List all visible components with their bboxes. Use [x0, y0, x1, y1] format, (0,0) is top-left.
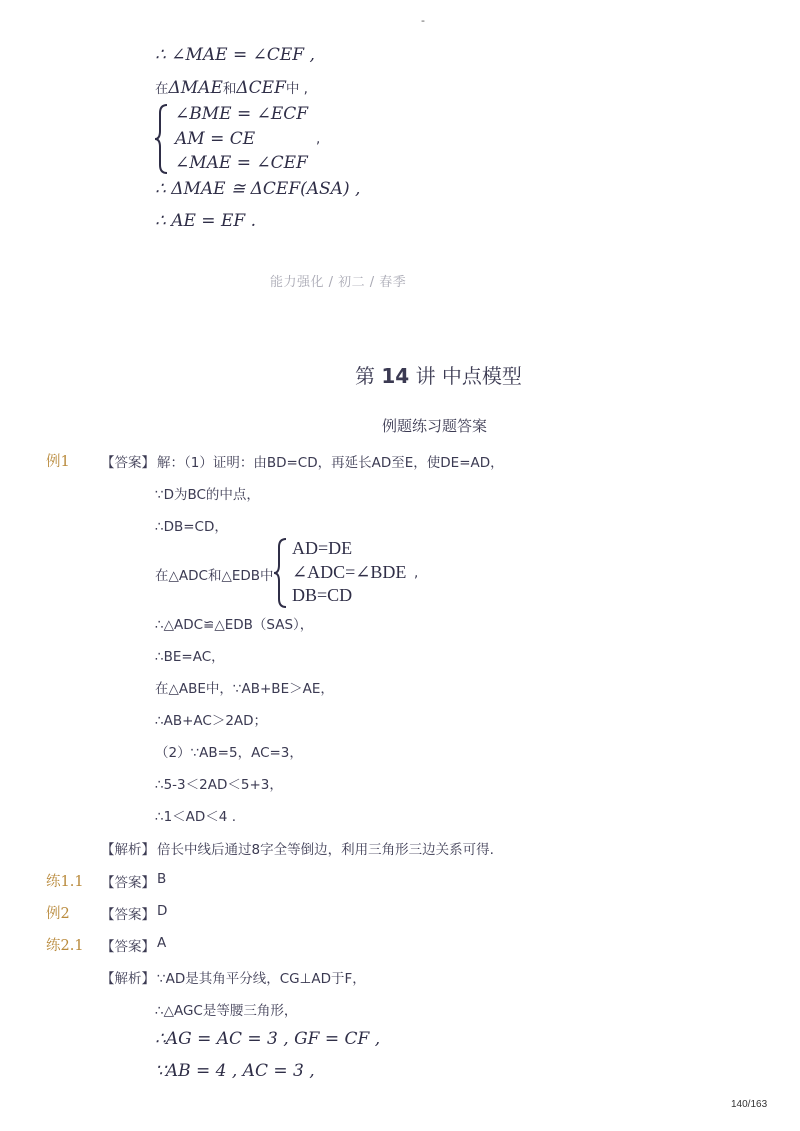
example-1-step: ∴5-3＜2AD＜5+3， — [155, 777, 283, 793]
example-1-analysis-tag: 【解析】 — [101, 842, 155, 858]
example-1-step: ∵D为BC的中点， — [155, 487, 260, 503]
example-1-brace-icon — [272, 537, 290, 609]
proof-line-3: ∴ ΔMAE ≅ ΔCEF(ASA) , — [155, 179, 361, 199]
section-heading: 例题练习题答案 — [382, 417, 488, 435]
practice-2-1-analysis-line: ∴△AGC是等腰三角形， — [155, 1003, 298, 1019]
example-1-step: ∴DB=CD， — [155, 519, 228, 535]
practice-2-1-math-2: ∵AB = 4 , AC = 3 , — [155, 1061, 315, 1081]
page-number: 140/163 — [731, 1099, 768, 1110]
example-2-label: 例2 — [46, 906, 70, 922]
lecture-suffix: 讲 中点模型 — [415, 364, 522, 388]
practice-2-1-analysis-tag: 【解析】 — [101, 971, 155, 987]
example-1-step: （2）∵AB=5，AC=3， — [155, 745, 303, 761]
proof-line-2-suffix: 中 , — [285, 81, 308, 97]
example-1-label: 例1 — [46, 454, 70, 470]
system-eq-3: ∠MAE = ∠CEF — [175, 153, 308, 173]
proof-line-2-mid: 和 — [222, 81, 237, 97]
example-1-answer-tag: 【答案】 — [101, 455, 155, 471]
example-1-eq-1: AD=DE — [292, 538, 353, 558]
practice-2-1-math-1: ∴AG = AC = 3 , GF = CF , — [155, 1029, 381, 1049]
proof-line-4: ∴ AE = EF . — [155, 211, 256, 231]
system-comma: , — [316, 131, 321, 147]
example-1-step: ∴BE=AC， — [155, 649, 225, 665]
practice-2-1-answer-tag: 【答案】 — [101, 939, 155, 955]
proof-line-2 — [155, 77, 308, 98]
proof-line-2-prefix: 在 — [155, 81, 169, 97]
system-eq-1: ∠BME = ∠ECF — [175, 104, 309, 124]
system-eq-2: AM = CE — [175, 129, 256, 149]
example-1-step: 在△ABE中，∵AB+BE＞AE， — [155, 681, 334, 697]
example-1-eq-3: DB=CD — [292, 585, 353, 605]
example-1-in-prefix: 在△ADC和△EDB中 — [155, 568, 274, 584]
proof-line-2-tri2: ΔCEF — [236, 78, 286, 98]
lecture-prefix: 第 — [355, 364, 375, 388]
proof-line-2-tri1: ΔMAE — [168, 78, 223, 98]
example-1-step: ∴AB+AC＞2AD； — [155, 713, 268, 729]
practice-2-1-answer: A — [157, 935, 167, 951]
system-brace-icon — [153, 103, 171, 175]
practice-1-1-answer: B — [157, 871, 167, 887]
page-footer: 能力强化 / 初二 / 春季 — [270, 275, 407, 290]
example-2-answer-tag: 【答案】 — [101, 907, 155, 923]
practice-1-1-label: 练1.1 — [46, 874, 84, 890]
practice-1-1-answer-tag: 【答案】 — [101, 875, 155, 891]
lecture-title — [355, 360, 522, 389]
proof-line-1: ∴ ∠MAE = ∠CEF , — [155, 45, 315, 65]
example-2-answer: D — [157, 903, 168, 919]
top-mark: - — [421, 14, 425, 27]
practice-2-1-analysis: ∵AD是其角平分线，CG⊥AD于F， — [157, 971, 366, 987]
practice-2-1-label: 练2.1 — [46, 938, 84, 954]
lecture-number: 14 — [381, 364, 410, 388]
example-1-answer-line: 解：（1）证明：由BD=CD，再延长AD至E，使DE=AD， — [157, 455, 504, 471]
example-1-analysis: 倍长中线后通过8字全等倒边，利用三角形三边关系可得. — [157, 842, 494, 858]
example-1-system-comma: , — [414, 565, 419, 581]
example-1-step: ∴△ADC≌△EDB（SAS）， — [155, 617, 314, 633]
example-1-eq-2: ∠ADC=∠BDE — [292, 562, 407, 582]
example-1-step: ∴1＜AD＜4 . — [155, 809, 236, 825]
